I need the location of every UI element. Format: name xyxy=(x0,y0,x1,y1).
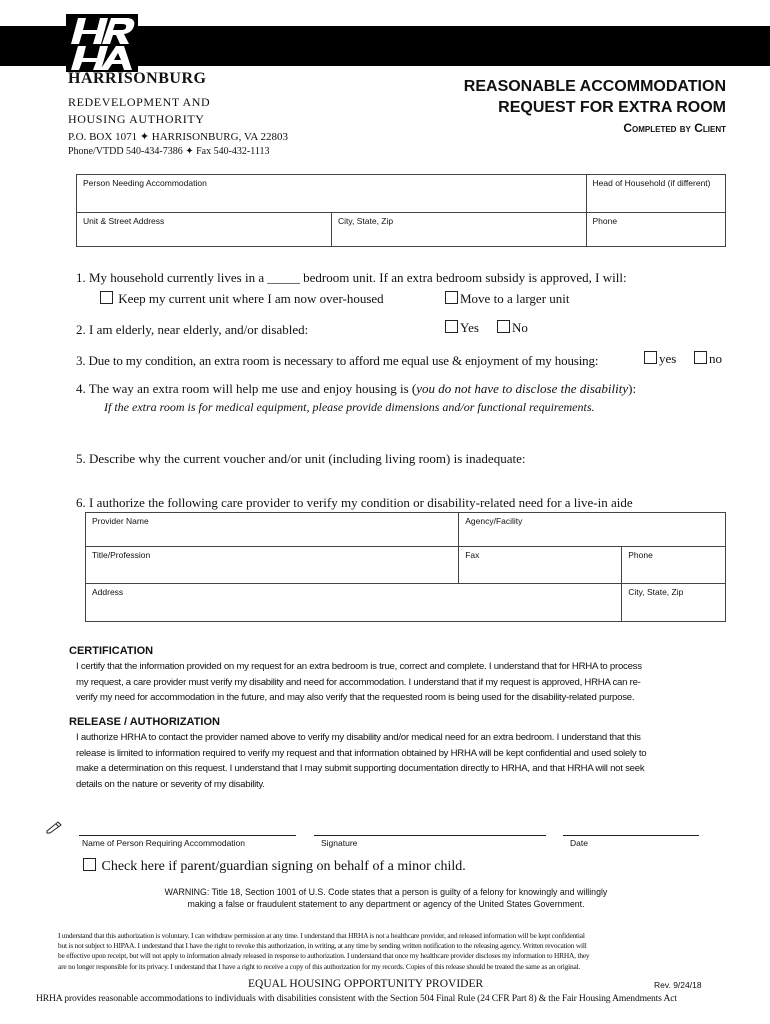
warning-line: WARNING: Title 18, Section 1001 of U.S. Code states that a person is guilty of a felony for knowingly and willingly xyxy=(164,887,608,897)
org-name: HARRISONBURG xyxy=(68,70,207,87)
provider-city-state-zip-field[interactable] xyxy=(622,584,726,622)
q3-no-label: no xyxy=(709,351,722,366)
city-state-zip-label: City, State, Zip xyxy=(338,216,394,226)
q4-text-end: ): xyxy=(628,381,637,396)
form-subtitle: Completed by Client xyxy=(623,121,726,135)
question-4 xyxy=(76,381,636,397)
q2-yes-label: Yes xyxy=(460,320,479,335)
certification-line: verify my need for accommodation in the future, and may also verify that the requested room is being used for the disability-related purpose. xyxy=(76,692,635,703)
q2-yes-checkbox[interactable] xyxy=(445,320,458,333)
org-name-line3: HOUSING AUTHORITY xyxy=(68,112,205,126)
q2-no-option[interactable] xyxy=(497,320,528,336)
q3-yes-checkbox[interactable] xyxy=(644,351,657,364)
fine-print-line: are no longer responsible for its privacy. I understand that I have a right to receive a copy of this authorization for my records. Copies of this release should be treated the same as an original. xyxy=(58,961,581,971)
date-label: Date xyxy=(570,838,588,848)
provider-info-table xyxy=(85,512,726,622)
title-profession-field[interactable] xyxy=(86,547,459,584)
warning-line: making a false or fraudulent statement to any department or agency of the United States Government. xyxy=(187,899,585,909)
org-address: P.O. BOX 1071 ✦ HARRISONBURG, VA 22803 xyxy=(68,131,288,143)
q1-move-unit-label: Move to a larger unit xyxy=(460,291,570,306)
unit-street-address-field[interactable] xyxy=(77,213,332,247)
provider-address-field[interactable] xyxy=(86,584,622,622)
agency-facility-label: Agency/Facility xyxy=(465,516,523,526)
q2-yes-option[interactable] xyxy=(445,320,479,336)
minor-child-label: Check here if parent/guardian signing on behalf of a minor child. xyxy=(101,859,466,874)
question-1: 1. My household currently lives in a _____ bedroom unit. If an extra bedroom subsidy is approved, I will: xyxy=(76,270,627,285)
q4-text-italic: you do not have to disclose the disability xyxy=(416,381,629,396)
question-5: 5. Describe why the current voucher and/or unit (including living room) is inadequate: xyxy=(76,451,526,466)
q2-no-checkbox[interactable] xyxy=(497,320,510,333)
question-6: 6. I authorize the following care provider to verify my condition or disability-related need for a live-in aide xyxy=(76,495,633,510)
person-needing-accommodation-label: Person Needing Accommodation xyxy=(83,178,207,188)
name-signature-label: Name of Person Requiring Accommodation xyxy=(82,838,245,848)
form-title-line1: REASONABLE ACCOMMODATION xyxy=(463,78,726,95)
pen-sign-icon xyxy=(46,820,64,834)
provider-name-field[interactable] xyxy=(86,513,459,547)
question-3: 3. Due to my condition, an extra room is necessary to afford me equal use & enjoyment of my housing: xyxy=(76,353,599,368)
signature-label: Signature xyxy=(321,838,358,848)
fine-print-line: but is not subject to HIPAA. I understand that I have the right to revoke this authorization, in writing, at any time by sending written notification to the releasing agency. Written revocation will xyxy=(58,941,587,951)
provider-phone-label: Phone xyxy=(628,550,653,560)
revision-date: Rev. 9/24/18 xyxy=(654,980,702,990)
phone-label: Phone xyxy=(592,216,618,226)
fine-print-line: I understand that this authorization is voluntary. I can withdraw permission at any time. I understand that HRHA is not a healthcare provider, and released information will be kept confidential xyxy=(58,931,585,940)
release-line: I authorize HRHA to contact the provider named above to verify my disability and/or medical need for an extra bedroom. I understand that this xyxy=(76,732,641,743)
head-of-household-label: Head of Household (if different) xyxy=(592,178,711,188)
provider-phone-field[interactable] xyxy=(622,547,726,584)
date-line[interactable] xyxy=(563,835,699,836)
minor-child-checkbox[interactable] xyxy=(83,858,96,871)
title-profession-label: Title/Profession xyxy=(92,550,151,560)
provider-address-label: Address xyxy=(92,587,124,597)
authorization-fine-print xyxy=(58,931,728,972)
fine-print-line: be effective upon receipt, but will not apply to information already released in response to authorization. I understand that once my healthcare provider discloses my information to HRHA, they xyxy=(58,951,590,961)
person-needing-accommodation-field[interactable] xyxy=(77,175,587,213)
equal-housing-opportunity: EQUAL HOUSING OPPORTUNITY PROVIDER xyxy=(248,978,484,990)
provider-fax-field[interactable] xyxy=(459,547,622,584)
footer-statement: HRHA provides reasonable accommodations to individuals with disabilities consistent with the Section 504 Final Rule (24 CFR Part 8) & the Fair Housing Amendments Act xyxy=(36,993,677,1004)
phone-field[interactable] xyxy=(586,213,725,247)
certification-line: I certify that the information provided on my request for an extra bedroom is true, correct and complete. I understand that for HRHA to process xyxy=(76,661,642,672)
form-title-line2: REQUEST FOR EXTRA ROOM xyxy=(498,99,726,116)
q1-move-unit-checkbox[interactable] xyxy=(445,291,458,304)
agency-facility-field[interactable] xyxy=(459,513,726,547)
org-phone: Phone/VTDD 540-434-7386 ✦ Fax 540-432-1113 xyxy=(68,146,270,157)
q2-no-label: No xyxy=(512,320,528,335)
provider-city-state-zip-label: City, State, Zip xyxy=(628,587,684,597)
certification-text xyxy=(76,659,726,706)
head-of-household-field[interactable] xyxy=(586,175,725,213)
release-line: release is limited to information required to verify my request and that information obtained by HRHA will be kept confidential and used solely to xyxy=(76,747,647,759)
release-line: details on the nature or severity of my disability. xyxy=(76,778,265,790)
provider-name-label: Provider Name xyxy=(92,516,149,526)
warning-text xyxy=(60,886,712,910)
release-text xyxy=(76,730,726,792)
q3-yes-label: yes xyxy=(659,351,677,366)
release-line: make a determination on this request. I understand that I may submit supporting documentation directly to HRHA, and that HRHA will not seek xyxy=(76,763,645,774)
minor-child-option[interactable] xyxy=(83,858,466,875)
q1-keep-unit-label: Keep my current unit where I am now over-housed xyxy=(118,291,384,306)
q1-keep-unit-checkbox[interactable] xyxy=(100,291,113,304)
question-2: 2. I am elderly, near elderly, and/or disabled: xyxy=(76,322,309,337)
provider-fax-label: Fax xyxy=(465,550,480,560)
q1-option-keep-unit[interactable] xyxy=(100,291,384,307)
name-signature-line[interactable] xyxy=(79,835,296,836)
certification-line: my request, a care provider must verify my disability and need for accommodation. I understand that if my request is approved, HRHA can re- xyxy=(76,676,641,688)
signature-line[interactable] xyxy=(314,835,546,836)
q4-note: If the extra room is for medical equipment, please provide dimensions and/or functional requirements. xyxy=(104,400,595,414)
unit-street-address-label: Unit & Street Address xyxy=(83,216,165,226)
city-state-zip-field[interactable] xyxy=(332,213,587,247)
applicant-info-table xyxy=(76,174,726,247)
release-heading: RELEASE / AUTHORIZATION xyxy=(69,716,220,728)
certification-heading: CERTIFICATION xyxy=(69,645,154,657)
q3-yes-option[interactable] xyxy=(644,351,676,367)
q3-no-checkbox[interactable] xyxy=(694,351,707,364)
q1-option-move-unit[interactable] xyxy=(445,291,570,307)
q3-no-option[interactable] xyxy=(694,351,722,367)
org-name-line2: REDEVELOPMENT AND xyxy=(68,95,211,109)
hrha-logo xyxy=(66,14,138,72)
q4-text-start: 4. The way an extra room will help me use and enjoy housing is ( xyxy=(76,381,417,396)
